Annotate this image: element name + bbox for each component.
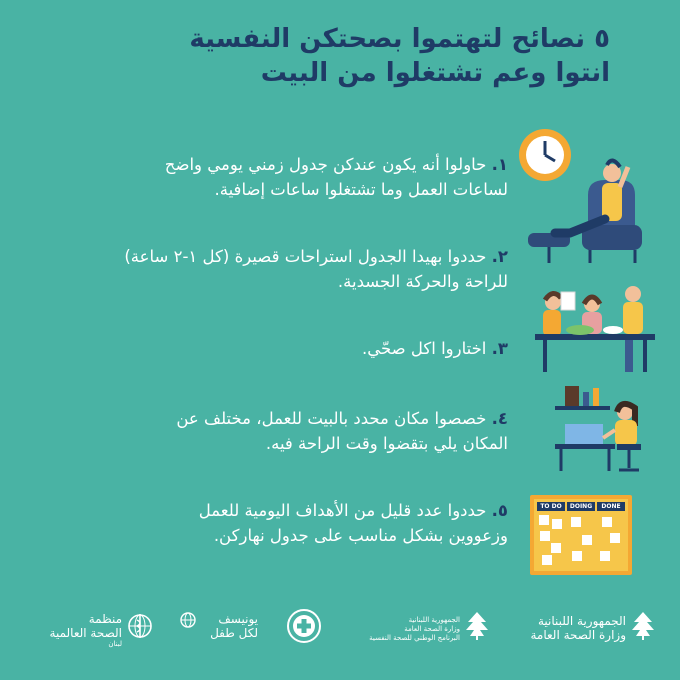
tip-4 bbox=[38, 406, 508, 456]
sticky-note bbox=[542, 555, 552, 565]
nmhp-line-2: وزارة الصحة العامة bbox=[404, 625, 460, 633]
who-line-3: لبنان bbox=[108, 640, 122, 648]
sticky-note bbox=[610, 533, 620, 543]
unicef-globe-icon bbox=[180, 612, 196, 628]
tip-1-line-2: لساعات العمل وما تشتغلوا ساعات إضافية. bbox=[214, 180, 508, 199]
clock-icon bbox=[519, 129, 571, 181]
task-board-illustration bbox=[530, 495, 632, 575]
tip-2-line-1: حددوا بهيدا الجدول استراحات قصيرة (كل ١-٢ ساعة) bbox=[124, 247, 487, 266]
tip-1-number: ١. bbox=[491, 155, 508, 174]
tip-4-number: ٤. bbox=[491, 409, 508, 428]
title-line-1: ٥ نصائح لتهتموا بصحتكن النفسية bbox=[189, 24, 610, 54]
moph-line-2: وزارة الصحة العامة bbox=[530, 628, 626, 642]
board-column-done: DONE bbox=[597, 502, 625, 511]
moph-line-1: الجمهورية اللبنانية bbox=[537, 614, 626, 628]
tip-3-number: ٣. bbox=[491, 339, 508, 358]
page-title bbox=[140, 22, 610, 90]
nmhp-line-1: الجمهورية اللبنانية bbox=[408, 616, 460, 624]
who-emblem-icon bbox=[126, 612, 154, 640]
unicef-line-2: لكل طفل bbox=[210, 626, 258, 640]
tip-5-line-1: حددوا عدد قليل من الأهداف اليومية للعمل bbox=[198, 501, 487, 520]
title-line-2: انتوا وعم تشتغلوا من البيت bbox=[260, 58, 610, 88]
armchair-icon bbox=[528, 180, 642, 263]
sticky-note bbox=[572, 551, 582, 561]
tip-5 bbox=[38, 498, 508, 548]
nmhp-line-3: البرنامج الوطني للصحة النفسية bbox=[369, 634, 460, 642]
sticky-note bbox=[600, 551, 610, 561]
sticky-note bbox=[602, 517, 612, 527]
tip-5-number: ٥. bbox=[491, 501, 508, 520]
tip-2-number: ٢. bbox=[491, 247, 508, 266]
sticky-note bbox=[552, 519, 562, 529]
tip-4-line-2: المكان يلي بتقضوا وقت الراحة فيه. bbox=[265, 434, 508, 453]
tip-4-line-1: خصصوا مكان محدد بالبيت للعمل، مختلف عن bbox=[176, 409, 487, 428]
cedar-tree-icon bbox=[464, 610, 490, 640]
family-meal-illustration bbox=[525, 280, 660, 375]
who-line-1: منظمة bbox=[88, 612, 122, 626]
tip-3 bbox=[38, 336, 508, 361]
sticky-note bbox=[582, 535, 592, 545]
health-organization-logo bbox=[286, 608, 322, 644]
tip-1 bbox=[38, 152, 508, 202]
sticky-note bbox=[551, 543, 561, 553]
tip-5-line-2: وزعووين بشكل مناسب على جدول نهاركن. bbox=[213, 526, 508, 545]
who-line-2: الصحة العالمية bbox=[49, 626, 122, 640]
cedar-tree-icon bbox=[630, 610, 656, 640]
footer-logos bbox=[0, 600, 680, 680]
tip-3-line-1: اختاروا اكل صحّي. bbox=[361, 339, 487, 358]
tip-2 bbox=[38, 244, 508, 294]
sticky-note bbox=[540, 531, 550, 541]
tip-2-line-2: للراحة والحركة الجسدية. bbox=[337, 272, 508, 291]
tip-1-line-1: حاولوا أنه يكون عندكن جدول زمني يومي واضح bbox=[164, 155, 487, 174]
relaxing-person-illustration bbox=[510, 125, 660, 275]
unicef-line-1: يونيسف bbox=[218, 612, 258, 626]
board-column-todo: TO DO bbox=[537, 502, 565, 511]
sticky-note bbox=[571, 517, 581, 527]
sticky-note bbox=[539, 515, 549, 525]
working-at-desk-illustration bbox=[545, 378, 655, 473]
board-column-doing: DOING bbox=[567, 502, 595, 511]
